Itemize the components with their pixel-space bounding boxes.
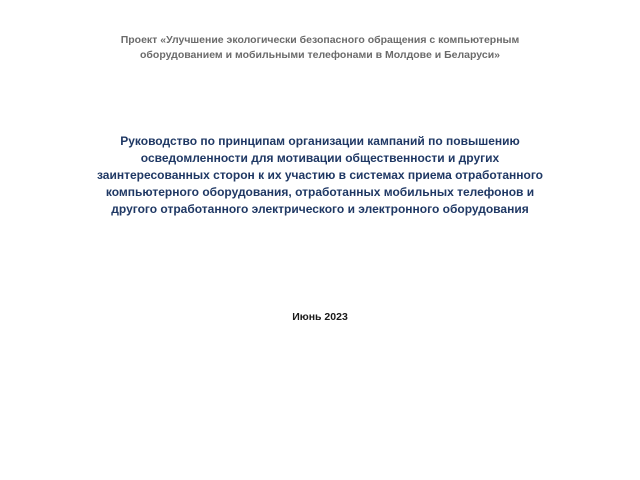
document-title-line-4: компьютерного оборудования, отработанных мобильных телефонов и xyxy=(105,185,535,199)
document-title-line-2: осведомленности для мотивации общественности и других xyxy=(140,151,500,165)
document-title-line-3: заинтересованных сторон к их участию в системах приема отработанного xyxy=(97,168,543,182)
document-title-line-1: Руководство по принципам организации кампаний по повышению xyxy=(120,134,520,148)
document-date: Июнь 2023 xyxy=(292,311,348,323)
project-title-line-1: Проект «Улучшение экологически безопасного обращения с компьютерным xyxy=(120,34,520,46)
project-title xyxy=(90,33,550,62)
project-title-line-2: оборудованием и мобильными телефонами в Молдове и Беларуси» xyxy=(140,48,500,61)
document-title-line-5: другого отработанного электрического и электронного оборудования xyxy=(111,202,529,216)
document-title xyxy=(60,133,580,218)
